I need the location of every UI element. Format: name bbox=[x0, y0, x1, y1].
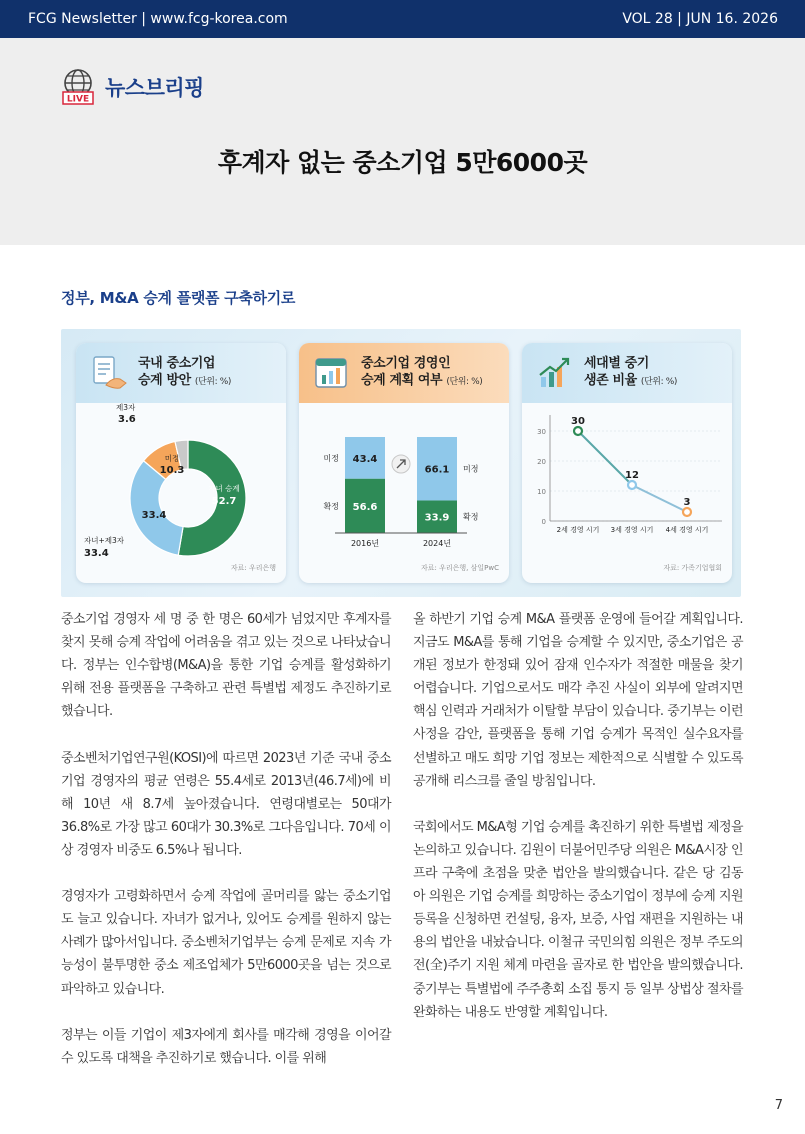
data-point bbox=[683, 508, 691, 516]
slice-label: 미정 bbox=[164, 454, 180, 463]
bar-value: 66.1 bbox=[424, 464, 450, 476]
x-tick-label: 4세 경영 시기 bbox=[665, 526, 709, 534]
slice-value: 33.4 bbox=[141, 510, 167, 521]
page-number: 7 bbox=[774, 1098, 783, 1113]
panel-header bbox=[299, 343, 509, 403]
slice-value: 3.6 bbox=[118, 414, 136, 425]
paragraph: 중소기업 경영자 세 명 중 한 명은 60세가 넘었지만 후계자를 찾지 못해 승계 작업에 어려움을 겪고 있는 것으로 나타났습니다. 정부는 인수합병(M&A)을 통한 기업 승계를 활성화하기 위해 전용 플랫폼을 구축하고 관련 특별법 제정도 추진하기로 했습니다. bbox=[61, 612, 391, 720]
brand-block bbox=[61, 68, 204, 106]
pie-chart bbox=[76, 403, 286, 563]
series-line bbox=[578, 431, 632, 485]
y-tick-label: 20 bbox=[537, 458, 546, 466]
bar-value: 43.4 bbox=[352, 453, 378, 465]
subheadline: 정부, M&A 승계 플랫폼 구축하기로 bbox=[61, 289, 296, 307]
stacked-bar-chart bbox=[299, 403, 509, 563]
slice-label: 자녀 승계 bbox=[208, 484, 240, 493]
section-label: 뉴스브리핑 bbox=[105, 76, 204, 100]
top-bar bbox=[0, 0, 805, 38]
article-column-left bbox=[61, 608, 391, 1093]
calendar-chart-icon bbox=[313, 355, 351, 391]
article-column-right bbox=[413, 608, 743, 1047]
x-tick-label: 2016년 bbox=[350, 539, 380, 548]
panel-header bbox=[76, 343, 286, 403]
panel-title: 중소기업 경영인 승계 계획 여부 (단위: %) bbox=[361, 356, 483, 388]
slice-label: 제3자 bbox=[116, 403, 136, 412]
panel-title: 세대별 중기 생존 비율 (단위: %) bbox=[584, 356, 677, 388]
hero-section bbox=[0, 38, 805, 245]
bar-value: 33.9 bbox=[424, 512, 450, 524]
chart-source: 자료: 가족기업협회 bbox=[663, 564, 722, 572]
y-tick-label: 30 bbox=[537, 428, 546, 436]
slice-value: 52.7 bbox=[211, 496, 237, 507]
line-chart bbox=[522, 403, 732, 563]
paragraph: 경영자가 고령화하면서 승계 작업에 골머리를 앓는 중소기업도 늘고 있습니다. 자녀가 없거나, 있어도 승계를 원하지 않는 사례가 많아서입니다. 중소벤처기업부는 승계 문제로 지속 가능성이 불투명한 중소 제조업체가 5만6000곳을 넘는 것으로 파악하고 있습니다. bbox=[61, 889, 391, 997]
panel-succession-plan bbox=[76, 343, 286, 583]
y-tick-label: 10 bbox=[537, 488, 546, 496]
panel-succession-status bbox=[299, 343, 509, 583]
live-badge-text: LIVE bbox=[66, 94, 90, 105]
series-label: 미정 bbox=[323, 453, 339, 463]
bar-value: 56.6 bbox=[352, 501, 378, 513]
y-tick-label: 0 bbox=[541, 518, 546, 526]
panel-title: 국내 중소기업 승계 방안 (단위: %) bbox=[138, 356, 231, 388]
paragraph: 국회에서도 M&A형 기업 승계를 촉진하기 위한 특별법 제정을 논의하고 있습니다. 김원이 더불어민주당 의원은 M&A시장 인프라 구축에 초점을 맞춘 법안을 발의했습니다. 같은 당 김동아 의원은 기업 승계를 희망하는 중소기업이 정부에 승계 지원 등록을 신청하면 컨설팅, 융자, 보증, 사업 재편을 지원하는 내용의 법안을 내놨습니다. 이철규 국민의힘 의원은 정부 주도의 전(全)주기 지원 체계 마련을 골자로 한 법안을 발의했습니다. 중기부는 특별법에 주주총회 소집 통지 등 일부 상법상 절차를 완화하는 내용도 반영할 계획입니다. bbox=[413, 819, 743, 1020]
panel-survival-rate bbox=[522, 343, 732, 583]
x-tick-label: 3세 경영 시기 bbox=[610, 526, 654, 534]
chart-source: 자료: 우리은행, 삼일PwC bbox=[421, 564, 499, 572]
slice-value: 10.3 bbox=[159, 465, 185, 476]
data-point bbox=[574, 427, 582, 435]
data-label: 3 bbox=[683, 497, 691, 508]
chart-source: 자료: 우리은행 bbox=[230, 564, 276, 572]
data-point bbox=[628, 481, 636, 489]
slice-value: 33.4 bbox=[84, 548, 109, 559]
x-tick-label: 2024년 bbox=[422, 539, 452, 548]
x-tick-label: 2세 경영 시기 bbox=[556, 526, 600, 534]
series-label: 확정 bbox=[323, 501, 339, 511]
document-handshake-icon bbox=[90, 355, 128, 391]
globe-live-icon bbox=[61, 68, 95, 106]
data-label: 12 bbox=[625, 470, 639, 481]
newsletter-site: FCG Newsletter | www.fcg-korea.com bbox=[28, 11, 288, 27]
paragraph: 중소벤처기업연구원(KOSI)에 따르면 2023년 기준 국내 중소기업 경영자의 평균 연령은 55.4세로 2013년(46.7세)에 비해 10년 새 8.7세 높아졌습니다. 연령대별로는 50대가 36.8%로 가장 많고 60대가 30.3%로 그다음입니다. 70세 이상 경영자 비중도 6.5%나 됩니다. bbox=[61, 750, 391, 858]
slice-label: 자녀+제3자 bbox=[84, 536, 125, 545]
panel-header bbox=[522, 343, 732, 403]
series-label: 확정 bbox=[463, 512, 479, 522]
growth-chart-icon bbox=[536, 355, 574, 391]
page-title: 후계자 없는 중소기업 5만6000곳 bbox=[217, 148, 588, 177]
infographic bbox=[61, 329, 741, 597]
paragraph: 올 하반기 기업 승계 M&A 플랫폼 운영에 들어갈 계획입니다. 지금도 M&A를 통해 기업을 승계할 수 있지만, 중소기업은 공개된 정보가 한정돼 있어 잠재 인수자가 적절한 매물을 찾기 어렵습니다. 기업으로서도 매각 추진 사실이 외부에 알려지면 핵심 인력과 거래처가 이탈할 부담이 있습니다. 중기부는 이런 사정을 감안, 플랫폼을 통해 기업 승계가 목적인 실수요자를 선별하고 매도 희망 기업 정보는 제한적으로 식별할 수 있도록 공개해 리스크를 줄일 방침입니다. bbox=[413, 612, 743, 789]
issue-date: VOL 28 | JUN 16. 2026 bbox=[622, 11, 778, 27]
series-label: 미정 bbox=[463, 464, 479, 474]
paragraph: 정부는 이들 기업이 제3자에게 회사를 매각해 경영을 이어갈 수 있도록 대책을 추진하기로 했습니다. 이를 위해 bbox=[61, 1027, 391, 1066]
data-label: 30 bbox=[571, 416, 585, 427]
series-line bbox=[632, 485, 687, 512]
